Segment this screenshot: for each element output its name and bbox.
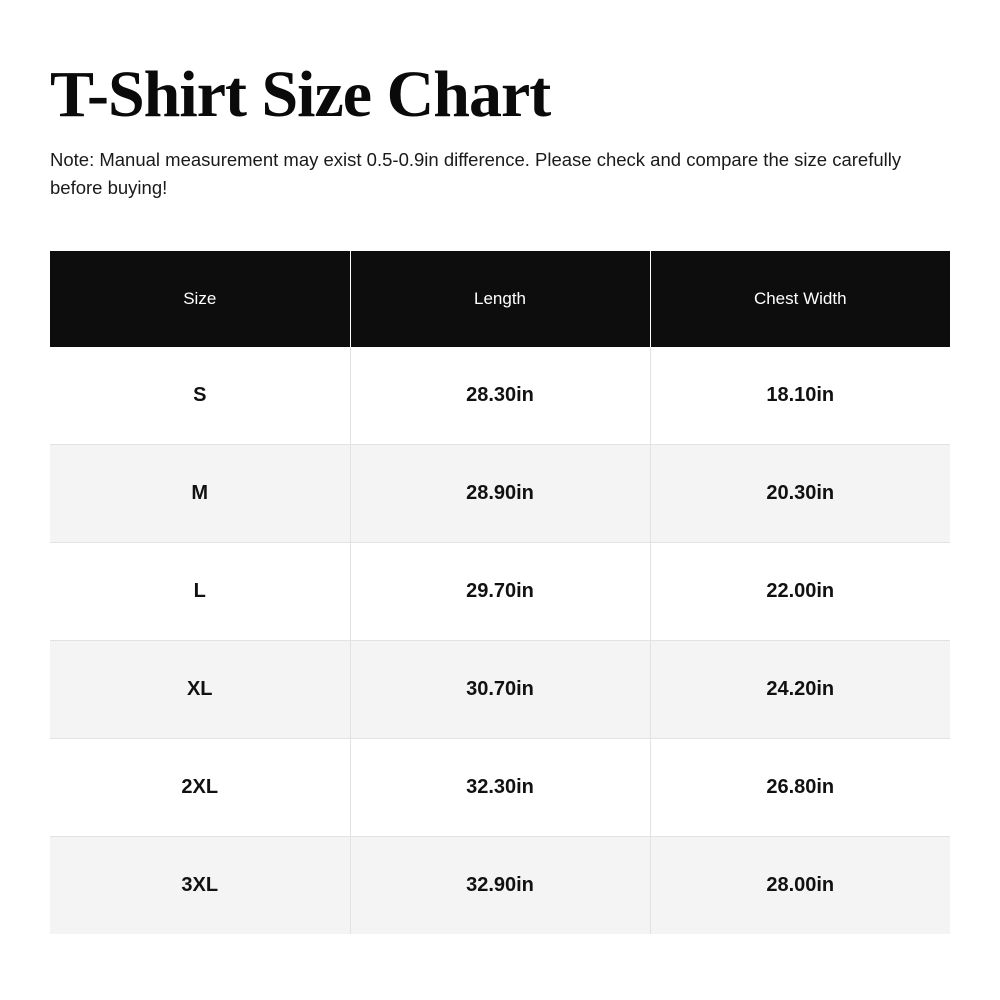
table-header [50,251,950,347]
cell-length: 28.90in [350,445,650,543]
column-header-chest-width: Chest Width [650,251,950,347]
table-row [50,347,950,445]
cell-length: 32.30in [350,739,650,837]
cell-size: M [50,445,350,543]
table-row [50,641,950,739]
size-chart-table-container [50,251,950,934]
cell-length: 29.70in [350,543,650,641]
cell-chest-width: 24.20in [650,641,950,739]
cell-length: 30.70in [350,641,650,739]
cell-size: 2XL [50,739,350,837]
table-header-row [50,251,950,347]
cell-length: 32.90in [350,837,650,935]
cell-length: 28.30in [350,347,650,445]
cell-chest-width: 28.00in [650,837,950,935]
cell-size: XL [50,641,350,739]
table-row [50,837,950,935]
column-header-length: Length [350,251,650,347]
table-body [50,347,950,934]
page-title: T-Shirt Size Chart [50,58,551,131]
cell-chest-width: 26.80in [650,739,950,837]
cell-size: 3XL [50,837,350,935]
cell-size: S [50,347,350,445]
table-row [50,445,950,543]
cell-chest-width: 20.30in [650,445,950,543]
size-chart-table [50,251,950,934]
table-row [50,543,950,641]
cell-chest-width: 18.10in [650,347,950,445]
cell-size: L [50,543,350,641]
measurement-note: Note: Manual measurement may exist 0.5-0.9in difference. Please check and compare the size carefully before buying! [50,149,902,199]
table-row [50,739,950,837]
column-header-size: Size [50,251,350,347]
cell-chest-width: 22.00in [650,543,950,641]
